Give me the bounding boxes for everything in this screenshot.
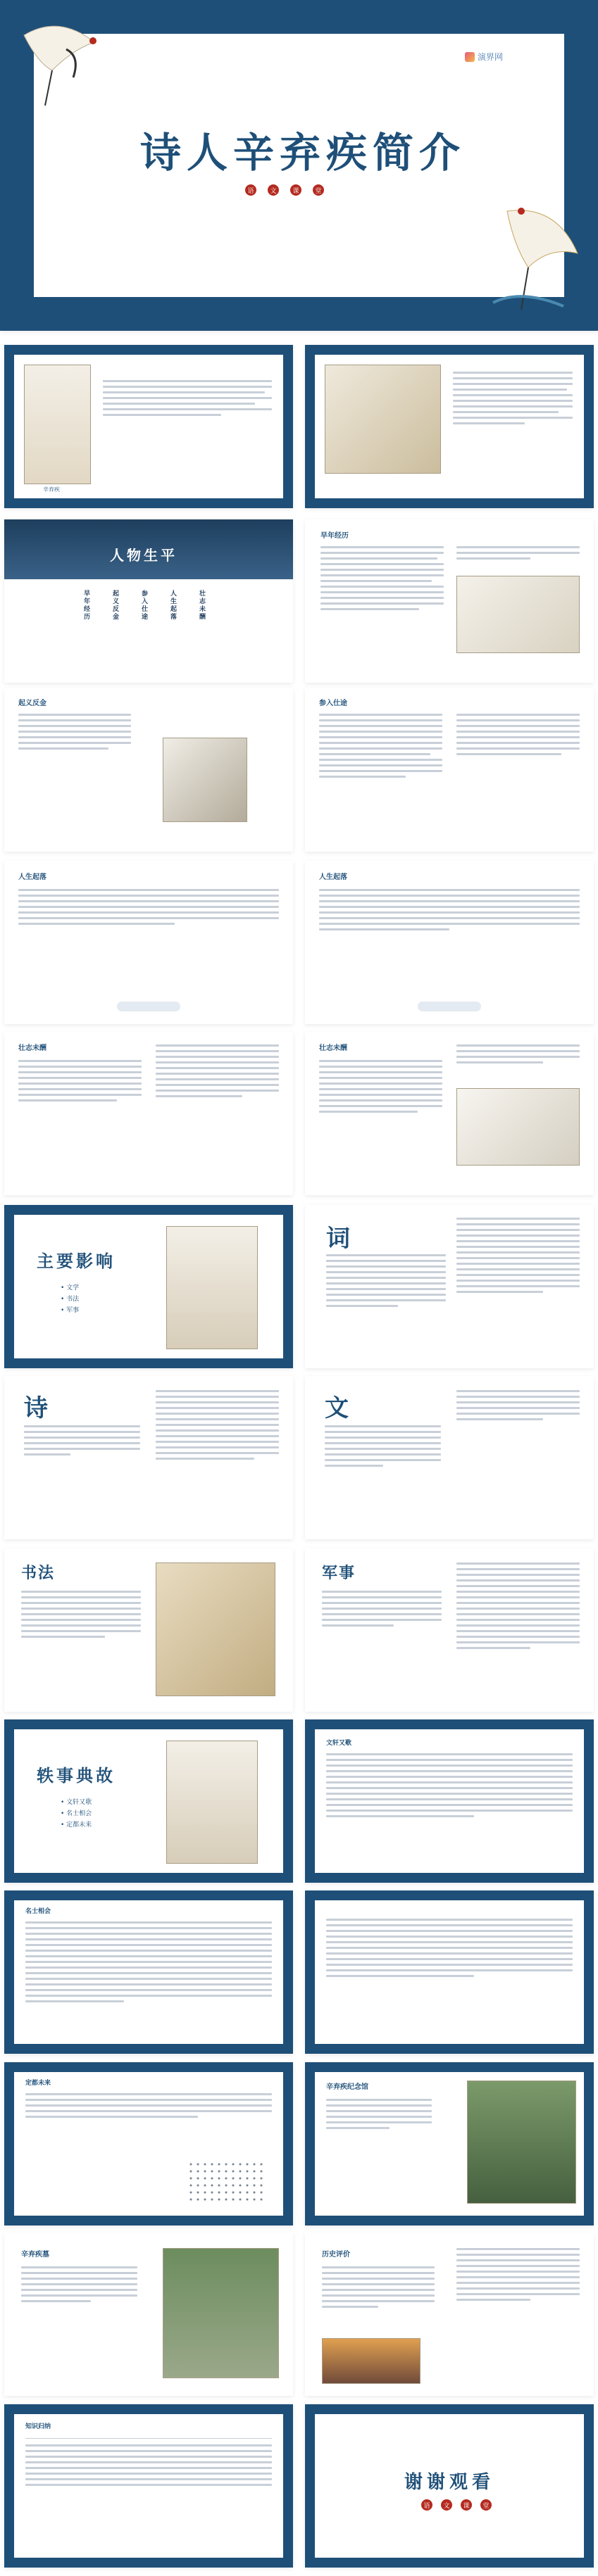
logo-icon [465, 52, 475, 62]
life-columns [82, 590, 206, 621]
anecdote-item-label: 名士相会 [66, 1810, 92, 1817]
cloud-decoration [117, 1002, 180, 1011]
career-text [319, 714, 442, 781]
memorial-photo [467, 2081, 576, 2204]
tomb-title: 辛弃疾墓 [21, 2251, 49, 2259]
thanks-seals [419, 2499, 494, 2511]
life-column: 早年经历 [82, 590, 89, 621]
thanks-title: 谢谢观看 [404, 2472, 494, 2493]
bird-flock-decoration [187, 2161, 265, 2203]
military-text-right [456, 1562, 580, 1653]
life-column: 壮志未酬 [198, 590, 205, 621]
life-column: 起义反金 [111, 590, 118, 621]
influence-item: • 军事 [61, 1307, 80, 1314]
ambition-right-text [319, 1060, 442, 1116]
sunset-photo [322, 2338, 421, 2384]
shi-text [24, 1425, 140, 1459]
ci-title: 词 [326, 1225, 356, 1253]
cover-slide [0, 0, 598, 331]
meeting-detail-slide [305, 1890, 594, 2054]
shi-text-right [156, 1390, 279, 1463]
military-text [322, 1591, 442, 1630]
portrait-caption: 辛弃疾 [43, 486, 60, 493]
crane-illustration [479, 190, 592, 317]
early-text-right [456, 546, 580, 563]
calligraphy-title: 书法 [21, 1564, 56, 1582]
updowns-text [18, 889, 279, 928]
updowns-right-text [319, 889, 580, 934]
influence-list [61, 1282, 79, 1316]
capital-slide [4, 2062, 293, 2225]
memorial-hall-title: 辛弃疾纪念馆 [326, 2083, 368, 2091]
evaluation-title: 历史评价 [322, 2251, 350, 2259]
seal: 语 [421, 2499, 432, 2511]
updowns-title-right: 人生起落 [319, 873, 347, 881]
wen-slide [305, 1376, 594, 1539]
horseman-image [166, 1226, 258, 1349]
cloud-decoration [418, 1002, 481, 1011]
seal: 堂 [313, 184, 324, 196]
capital-text [25, 2093, 272, 2121]
cover-seals [243, 184, 326, 196]
wen-text [325, 1425, 441, 1470]
summary-slide [4, 2404, 293, 2568]
ci-slide [305, 1205, 594, 1368]
capital-title: 定都未来 [25, 2080, 51, 2087]
uprising-text [18, 714, 131, 753]
summary-title: 知识归纳 [25, 2423, 51, 2430]
ink-painting-image [456, 1088, 580, 1166]
evaluation-text-right [456, 2248, 580, 2304]
career-text-right [456, 714, 580, 759]
life-column: 人生起落 [169, 590, 176, 621]
uprising-title: 起义反金 [18, 700, 46, 707]
shi-title: 诗 [24, 1394, 54, 1422]
uprising-slide [4, 688, 293, 852]
memorial-hall-slide [305, 2062, 594, 2225]
ambition-slide-right [305, 1032, 594, 1195]
tomb-slide [4, 2233, 293, 2396]
anecdotes-list [61, 1797, 92, 1831]
horseman-image [325, 365, 441, 474]
early-title: 早年经历 [320, 532, 349, 540]
intro-text [103, 380, 272, 419]
military-slide [305, 1548, 594, 1712]
intro-slide-right [305, 345, 594, 508]
ambition-title: 壮志未酬 [18, 1044, 46, 1052]
horseman-image [166, 1741, 258, 1864]
influence-item: • 文学 [61, 1284, 80, 1292]
wen-title: 文 [325, 1394, 354, 1422]
evaluation-text [322, 2266, 435, 2311]
brand-logo [465, 51, 503, 63]
calligraphy-slide [4, 1548, 293, 1712]
ci-text [326, 1254, 446, 1311]
anecdote-detail-text [326, 1753, 573, 1821]
tomb-photo [163, 2248, 279, 2378]
early-text [320, 546, 444, 614]
ambition-right-text-2 [456, 1044, 580, 1067]
shi-slide [4, 1376, 293, 1539]
tomb-text [21, 2266, 137, 2306]
seal: 文 [268, 184, 279, 196]
influence-slide [4, 1205, 293, 1368]
ambition-text [18, 1060, 142, 1105]
battle-image [163, 738, 247, 822]
seal: 课 [461, 2499, 472, 2511]
anecdotes-slide [4, 1719, 293, 1883]
crane-illustration [10, 7, 116, 113]
meeting-text [25, 1921, 272, 2006]
anecdote-item: • 名士相会 [61, 1810, 92, 1817]
updowns-title: 人生起落 [18, 873, 46, 881]
ink-painting-image [456, 576, 580, 653]
ambition-title-right: 壮志未酬 [319, 1044, 347, 1052]
updowns-slide-left [4, 861, 293, 1024]
military-title: 军事 [322, 1564, 356, 1582]
early-slide [305, 519, 594, 683]
life-title: 人物生平 [110, 547, 177, 564]
evaluation-slide [305, 2233, 594, 2396]
ci-text-right [456, 1218, 580, 1296]
memorial-hall-text [326, 2099, 432, 2133]
seal: 课 [290, 184, 301, 196]
anecdote-item-label: 文轩又歌 [66, 1799, 92, 1806]
seal: 堂 [480, 2499, 492, 2511]
meeting-detail-text [326, 1919, 573, 1981]
seal: 语 [245, 184, 256, 196]
cover-title: 诗人辛弃疾简介 [139, 129, 466, 177]
influence-item: • 书法 [61, 1296, 80, 1303]
thanks-slide [305, 2404, 594, 2568]
influence-title: 主要影响 [37, 1251, 116, 1271]
portrait-image [24, 365, 91, 484]
updowns-slide-right [305, 861, 594, 1024]
intro-right-text [453, 372, 573, 428]
meeting-title: 名士相会 [25, 1908, 51, 1915]
anecdote-item: • 定都未来 [61, 1821, 92, 1829]
influence-item-label: 书法 [66, 1296, 80, 1303]
anecdotes-title: 轶事典故 [37, 1765, 116, 1786]
influence-item-label: 军事 [66, 1307, 80, 1314]
life-column: 参入仕途 [140, 590, 147, 621]
summary-table [25, 2438, 272, 2544]
career-title: 参入仕途 [319, 700, 347, 707]
life-slide-left [4, 519, 293, 683]
ambition-text-right [156, 1044, 279, 1101]
anecdote-item-label: 定都未来 [66, 1821, 92, 1829]
anecdote-detail-slide [305, 1719, 594, 1883]
meeting-slide [4, 1890, 293, 2054]
ambition-slide-left [4, 1032, 293, 1195]
career-slide [305, 688, 594, 852]
anecdote-item: • 文轩又歌 [61, 1799, 92, 1806]
calligraphy-image [156, 1562, 275, 1696]
logo-text: 演界网 [478, 52, 504, 62]
anecdote-detail-title: 文轩又歌 [326, 1740, 352, 1747]
seal: 文 [441, 2499, 452, 2511]
intro-slide-left [4, 345, 293, 508]
calligraphy-text [21, 1591, 141, 1641]
wen-text-right [456, 1390, 580, 1424]
influence-item-label: 文学 [66, 1284, 80, 1292]
